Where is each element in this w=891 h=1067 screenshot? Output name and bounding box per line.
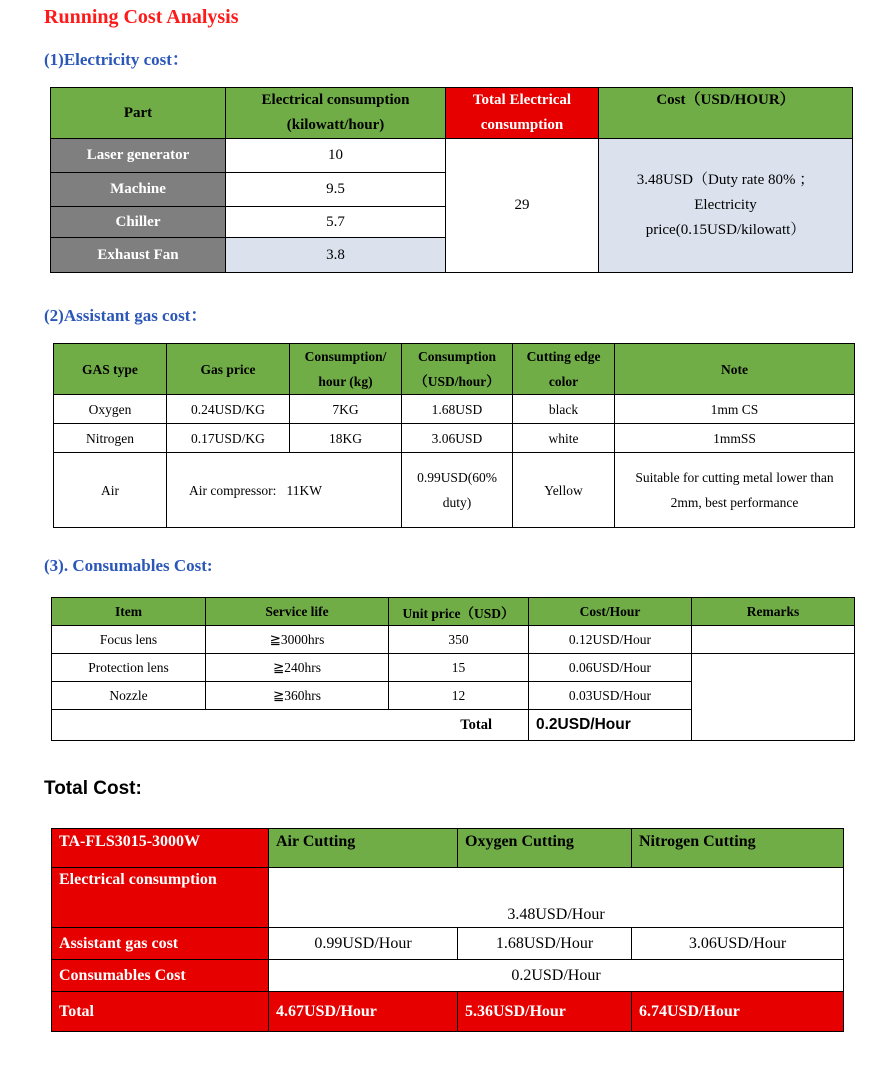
remarks-cell: [692, 626, 855, 654]
gas-color-cell: black: [513, 395, 615, 424]
header-gas-price: Gas price: [167, 344, 290, 395]
electricity-cost-value: 3.48USD（Duty rate 80% ； Electricity price(0.15USD/kilowatt）: [599, 139, 853, 273]
life-cell: ≧360hrs: [206, 682, 389, 710]
item-cell: Protection lens: [52, 654, 206, 682]
gas-cost-cell: 0.99USD(60% duty): [402, 453, 513, 528]
consumables-total-label: Total: [52, 710, 529, 741]
gas-note-cell: Suitable for cutting metal lower than 2mm, best performance: [615, 453, 855, 528]
electricity-table: [50, 87, 853, 273]
value-cell: 10: [226, 139, 446, 173]
consumables-total-value: 0.2USD/Hour: [529, 710, 692, 741]
header-note: Note: [615, 344, 855, 395]
row-consumables-cost: Consumables Cost: [52, 960, 269, 992]
gas-cost-cell: 3.06USD: [402, 424, 513, 453]
header-unit-price: Unit price（USD）: [389, 598, 529, 626]
header-cost-hour: Cost/Hour: [529, 598, 692, 626]
gas-note-cell: 1mm CS: [615, 395, 855, 424]
price-cell: 12: [389, 682, 529, 710]
gas-consumption-cell: 7KG: [290, 395, 402, 424]
total-value-nitrogen: 6.74USD/Hour: [632, 992, 844, 1032]
gas-type-cell: Air: [54, 453, 167, 528]
gas-color-cell: white: [513, 424, 615, 453]
row-assistant-gas-cost: Assistant gas cost: [52, 928, 269, 960]
row-electrical-consumption: Electrical consumption: [52, 868, 269, 928]
header-electrical-consumption: Electrical consumption (kilowatt/hour): [226, 88, 446, 139]
value-cell: 3.8: [226, 238, 446, 273]
header-consumption-hour: Consumption/ hour (kg): [290, 344, 402, 395]
total-value-oxygen: 5.36USD/Hour: [458, 992, 632, 1032]
consumables-heading: (3). Consumables Cost:: [44, 556, 213, 575]
header-part: Part: [51, 88, 226, 139]
total-cost-heading: Total Cost:: [44, 778, 142, 799]
header-gas-type: GAS type: [54, 344, 167, 395]
header-cost: Cost（USD/HOUR）: [599, 88, 853, 139]
life-cell: ≧3000hrs: [206, 626, 389, 654]
gas-consumption-cell: 18KG: [290, 424, 402, 453]
gas-color-cell: Yellow: [513, 453, 615, 528]
part-cell: Laser generator: [51, 139, 226, 173]
total-cost-table: [51, 828, 844, 1032]
total-value-air: 4.67USD/Hour: [269, 992, 458, 1032]
gas-value-oxygen: 1.68USD/Hour: [458, 928, 632, 960]
header-total-electrical: Total Electrical consumption: [446, 88, 599, 139]
model-cell: TA-FLS3015-3000W: [52, 829, 269, 868]
header-service-life: Service life: [206, 598, 389, 626]
gas-cost-cell: 1.68USD: [402, 395, 513, 424]
part-cell: Chiller: [51, 207, 226, 238]
remarks-cell: [692, 654, 855, 741]
air-compressor-cell: Air compressor: 11KW: [167, 453, 402, 528]
header-remarks: Remarks: [692, 598, 855, 626]
gas-price-cell: 0.24USD/KG: [167, 395, 290, 424]
consumables-value: 0.2USD/Hour: [269, 960, 844, 992]
total-electrical-value: 29: [446, 139, 599, 273]
cost-cell: 0.12USD/Hour: [529, 626, 692, 654]
column-oxygen-cutting: Oxygen Cutting: [458, 829, 632, 868]
gas-heading: (2)Assistant gas cost：: [44, 306, 208, 325]
gas-value-nitrogen: 3.06USD/Hour: [632, 928, 844, 960]
price-cell: 350: [389, 626, 529, 654]
part-cell: Exhaust Fan: [51, 238, 226, 273]
row-total: Total: [52, 992, 269, 1032]
life-cell: ≧240hrs: [206, 654, 389, 682]
column-air-cutting: Air Cutting: [269, 829, 458, 868]
item-cell: Nozzle: [52, 682, 206, 710]
header-cutting-edge-color: Cutting edge color: [513, 344, 615, 395]
gas-note-cell: 1mmSS: [615, 424, 855, 453]
gas-value-air: 0.99USD/Hour: [269, 928, 458, 960]
consumables-table: [51, 597, 855, 741]
gas-table: [53, 343, 855, 528]
header-item: Item: [52, 598, 206, 626]
value-cell: 9.5: [226, 173, 446, 207]
column-nitrogen-cutting: Nitrogen Cutting: [632, 829, 844, 868]
part-cell: Machine: [51, 173, 226, 207]
electrical-value: 3.48USD/Hour: [269, 868, 844, 928]
gas-type-cell: Nitrogen: [54, 424, 167, 453]
item-cell: Focus lens: [52, 626, 206, 654]
header-consumption-usd: Consumption （USD/hour）: [402, 344, 513, 395]
cost-cell: 0.03USD/Hour: [529, 682, 692, 710]
gas-price-cell: 0.17USD/KG: [167, 424, 290, 453]
electricity-heading: (1)Electricity cost：: [44, 50, 189, 69]
gas-type-cell: Oxygen: [54, 395, 167, 424]
value-cell: 5.7: [226, 207, 446, 238]
price-cell: 15: [389, 654, 529, 682]
cost-cell: 0.06USD/Hour: [529, 654, 692, 682]
page-title: Running Cost Analysis: [44, 6, 239, 28]
